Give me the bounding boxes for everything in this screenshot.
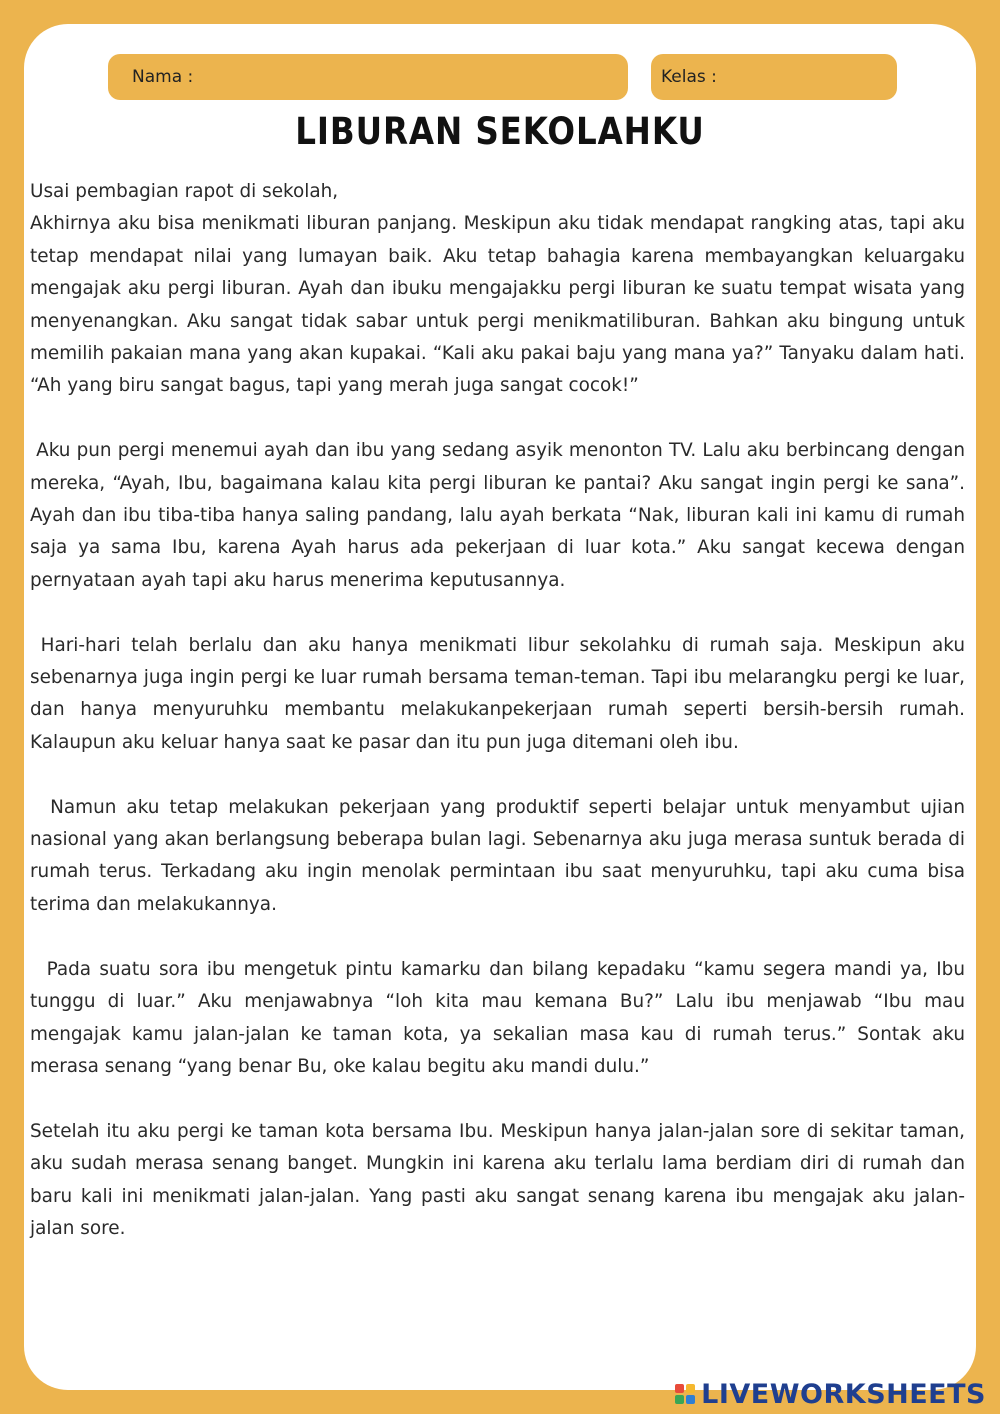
story-paragraph-1: Akhirnya aku bisa menikmati liburan panjang. Meskipun aku tidak mendapat rangking atas, tapi aku tetap mendapat nilai yang lumayan baik. Aku tetap bahagia karena membayangkan keluargaku mengajak aku pergi liburan. Ayah dan ibuku mengajakku pergi liburan ke suatu tempat wisata yang menyenangkan. Aku sangat tidak sabar untuk pergi menikmatiliburan. Bahkan aku bingung untuk memilih pakaian mana yang akan kupakai. “Kali aku pakai baju yang mana ya?” Tanyaku dalam hati. “Ah yang biru sangat bagus, tapi yang merah juga sangat cocok!” — [30, 213, 965, 397]
worksheet-page — [24, 24, 976, 1390]
story-paragraph-2: Aku pun pergi menemui ayah dan ibu yang sedang asyik menonton TV. Lalu aku berbincang dengan mereka, “Ayah, Ibu, bagaimana kalau kita pergi liburan ke pantai? Aku sangat ingin pergi ke sana”. Ayah dan ibu tiba-tiba hanya saling pandang, lalu ayah berkata “Nak, liburan kali ini kamu di rumah saja ya sama Ibu, karena Ayah harus ada pekerjaan di luar kota.” Aku sangat kecewa dengan pernyataan ayah tapi aku harus menerima keputusannya. — [30, 440, 971, 591]
liveworksheets-logo-icon — [675, 1384, 697, 1406]
story-paragraph-4: Namun aku tetap melakukan pekerjaan yang produktif seperti belajar untuk menyambut ujian nasional yang akan berlangsung beberapa bulan lagi. Sebenarnya aku juga merasa suntuk berada di rumah terus. Terkadang aku ingin menolak permintaan ibu saat menyuruhku, tapi aku cuma bisa terima dan melakukannya. — [30, 796, 971, 915]
class-label: Kelas : — [661, 67, 717, 87]
page-title: LIBURAN SEKOLAHKU — [295, 110, 705, 153]
liveworksheets-brand: LIVEWORKSHEETS — [701, 1379, 986, 1410]
story-paragraph-5: Pada suatu sora ibu mengetuk pintu kamarku dan bilang kepadaku “kamu segera mandi ya, Ibu tunggu di luar.” Aku menjawabnya “loh kita mau kemana Bu?” Lalu ibu menjawab “Ibu mau mengajak kamu jalan-jalan ke taman kota, ya sekalian masa kau di rumah terus.” Sontak aku merasa senang “yang benar Bu, oke kalau begitu aku mandi dulu.” — [30, 958, 971, 1077]
name-label: Nama : — [132, 67, 194, 87]
class-field[interactable] — [651, 54, 897, 100]
name-field[interactable] — [108, 54, 628, 100]
story-paragraph-3: Hari-hari telah berlalu dan aku hanya menikmati libur sekolahku di rumah saja. Meskipun aku sebenarnya juga ingin pergi ke luar rumah bersama teman-teman. Tapi ibu melarangku pergi ke luar, dan hanya menyuruhku membantu melakukanpekerjaan rumah seperti bersih-bersih rumah. Kalaupun aku keluar hanya saat ke pasar dan itu pun juga ditemani oleh ibu. — [30, 634, 971, 753]
story-paragraph-6: Setelah itu aku pergi ke taman kota bersama Ibu. Meskipun hanya jalan-jalan sore di sekitar taman, aku sudah merasa senang banget. Mungkin ini karena aku terlalu lama berdiam diri di rumah dan baru kali ini menikmati jalan-jalan. Yang pasti aku sangat senang karena ibu mengajak aku jalan-jalan sore. — [30, 1120, 965, 1239]
story-opening: Usai pembagian rapot di sekolah, — [30, 181, 339, 202]
story-text — [30, 176, 971, 1278]
liveworksheets-logo — [675, 1379, 986, 1410]
